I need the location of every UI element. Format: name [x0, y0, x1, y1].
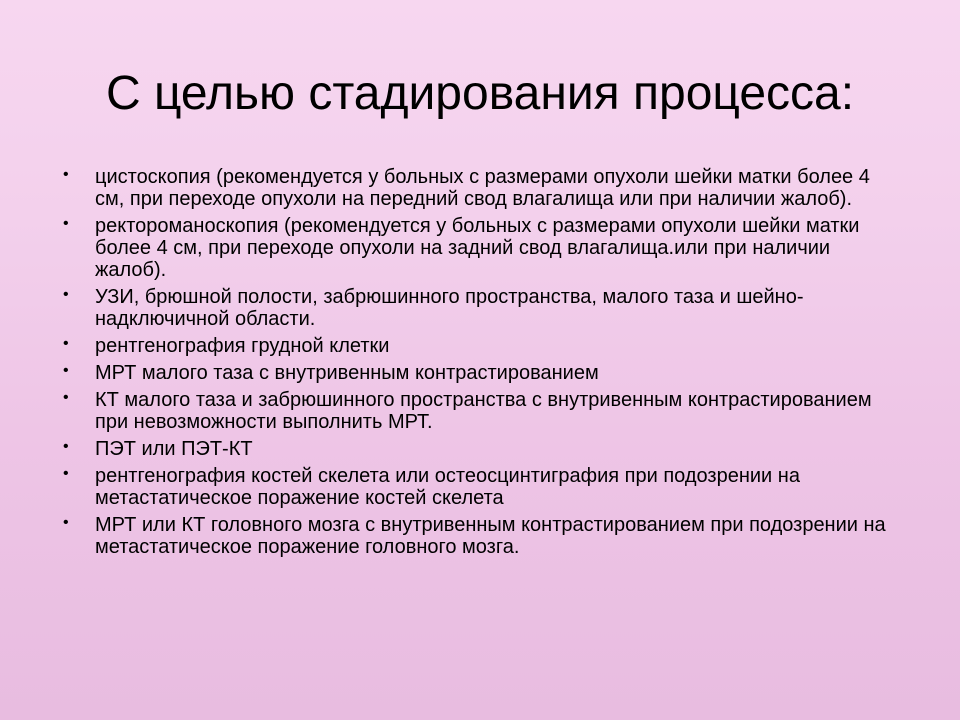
bullet-dot-icon: •: [63, 514, 69, 531]
bullet-item: [60, 286, 900, 330]
bullet-dot-icon: •: [63, 389, 69, 406]
bullet-text: рентгенография костей скелета или остеосцинтиграфия при подозрении на метастатическое поражение костей скелета: [95, 465, 800, 509]
bullet-text: УЗИ, брюшной полости, забрюшинного пространства, малого таза и шейно-надключичной области.: [95, 286, 804, 330]
bullet-dot-icon: •: [63, 335, 69, 352]
bullet-item: [60, 389, 900, 433]
bullet-item: [60, 215, 900, 281]
bullet-text: рентгенография грудной клетки: [95, 335, 390, 357]
slide-title: С целью стадирования процесса:: [105, 67, 855, 120]
bullet-item: [60, 166, 900, 210]
bullet-dot-icon: •: [63, 166, 69, 183]
bullet-item: [60, 514, 900, 558]
bullet-dot-icon: •: [63, 215, 69, 232]
bullet-item: [60, 438, 900, 460]
bullet-dot-icon: •: [63, 362, 69, 379]
bullet-item: [60, 335, 900, 357]
bullet-list: [60, 166, 900, 563]
bullet-item: [60, 465, 900, 509]
bullet-text: ректороманоскопия (рекомендуется у больных с размерами опухоли шейки матки более 4 см, при переходе опухоли на задний свод влагалища.или при наличии жалоб).: [95, 215, 860, 281]
bullet-text: МРТ или КТ головного мозга с внутривенным контрастированием при подозрении на метастатическое поражение головного мозга.: [95, 514, 886, 558]
bullet-item: [60, 362, 900, 384]
bullet-text: цистоскопия (рекомендуется у больных с размерами опухоли шейки матки более 4 см, при переходе опухоли на передний свод влагалища или при наличии жалоб).: [95, 166, 870, 210]
bullet-text: МРТ малого таза с внутривенным контрастированием: [95, 362, 599, 384]
bullet-text: КТ малого таза и забрюшинного пространства с внутривенным контрастированием при невозможности выполнить МРТ.: [95, 389, 872, 433]
bullet-dot-icon: •: [63, 465, 69, 482]
bullet-dot-icon: •: [63, 438, 69, 455]
bullet-dot-icon: •: [63, 286, 69, 303]
bullet-text: ПЭТ или ПЭТ-КТ: [95, 438, 253, 460]
